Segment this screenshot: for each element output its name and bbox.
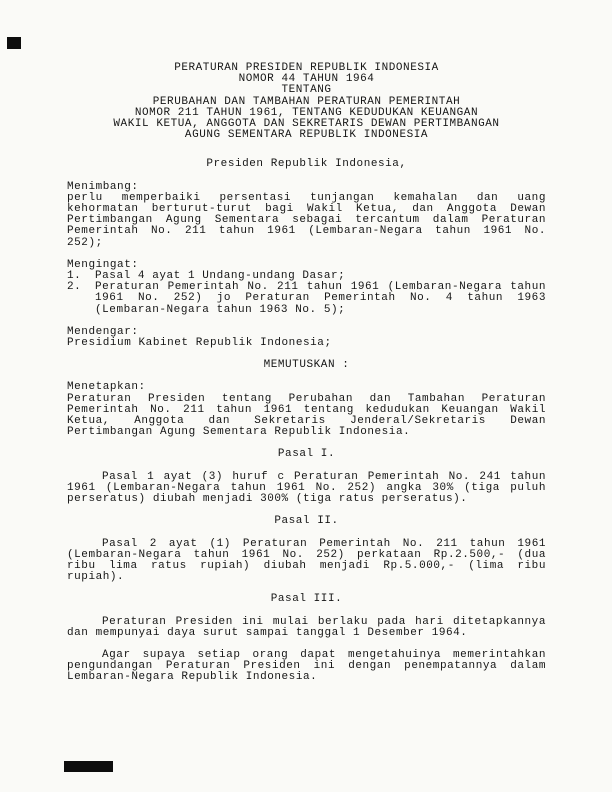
memutuskan-heading: MEMUTUSKAN : — [263, 359, 350, 372]
document-content — [67, 63, 546, 684]
pasal-2-heading: Pasal II. — [274, 515, 339, 528]
document-title-block — [67, 63, 546, 141]
pasal-3-heading: Pasal III. — [270, 593, 343, 606]
pasal-1-heading: Pasal I. — [277, 448, 336, 461]
menetapkan-label: Menetapkan: — [67, 381, 146, 394]
menimbang-body: perlu memperbaiki persentasi tunjangan kemahalan dan uang kehormatan berturut-turut bagi Wakil Ketua, dan Anggota Dewan Pertimbangan Agung Sementara sebagai tercantum dalam Peraturan Pemerintah No. 211 tahun 1961 (Lembaran-Negara tahun 1961 No. 252); — [67, 191, 546, 249]
mendengar-label: Mendengar: — [67, 325, 139, 338]
pasal-3-body: Peraturan Presiden ini mulai berlaku pada hari ditetapkannya dan mempunyai daya surut sampai tanggal 1 Desember 1964. — [67, 615, 546, 639]
title-line-2: NOMOR 44 TAHUN 1964 — [238, 73, 375, 86]
menetapkan-body: Peraturan Presiden tentang Perubahan dan Tambahan Peraturan Pemerintah No. 211 tahun 1961 tentang kedudukan Keuangan Wakil Ketua, Anggota dan Sekretaris Jenderal/Sekretaris Dewan Pertimbangan Agung Sementara Republik Indonesia. — [67, 392, 546, 439]
title-line-3: TENTANG — [281, 84, 332, 97]
pasal-2-body: Pasal 2 ayat (1) Peraturan Pemerintah No. 211 tahun 1961 (Lembaran-Negara tahun 1961 No. 252) perkataan Rp.2.500,- (dua ribu lima ratus rupiah) diubah menjadi Rp.5.000,- (lima ribu rupiah). — [67, 537, 546, 584]
scan-mark-bottom-left — [64, 761, 113, 772]
scan-mark-top-left — [7, 37, 21, 49]
mengingat-item-2 — [67, 282, 546, 316]
item-number: 2. — [67, 281, 82, 294]
menimbang-label: Menimbang: — [67, 180, 139, 193]
item-text: Peraturan Pemerintah No. 211 tahun 1961 (Lembaran-Negara tahun 1961 No. 252) jo Peraturan Pemerintah No. 4 tahun 1963 (Lembaran-Negara tahun 1963 No. 5); — [95, 281, 546, 316]
title-line-6: WAKIL KETUA, ANGGOTA DAN SEKRETARIS DEWAN PERTIMBANGAN — [113, 118, 500, 131]
title-line-1: PERATURAN PRESIDEN REPUBLIK INDONESIA — [174, 62, 439, 74]
mendengar-body: Presidium Kabinet Republik Indonesia; — [67, 337, 332, 350]
pasal-1-body: Pasal 1 ayat (3) huruf c Peraturan Pemerintah No. 241 tahun 1961 (Lembaran-Negara tahun 1961 No. 252) angka 30% (tiga puluh perseratus) diubah menjadi 300% (tiga ratus perseratus). — [67, 470, 546, 506]
salutation: Presiden Republik Indonesia, — [206, 158, 407, 171]
title-line-5: NOMOR 211 TAHUN 1961, TENTANG KEDUDUKAN KEUANGAN — [134, 106, 479, 119]
title-line-4: PERUBAHAN DAN TAMBAHAN PERATURAN PEMERINTAH — [152, 95, 461, 108]
closing-paragraph: Agar supaya setiap orang dapat mengetahuinya memerintahkan pengundangan Peraturan Presiden ini dengan penempatannya dalam Lembaran-Negara Republik Indonesia. — [67, 648, 546, 684]
mengingat-label: Mengingat: — [67, 258, 139, 271]
item-text: Pasal 4 ayat 1 Undang-undang Dasar; — [95, 270, 346, 283]
item-number: 1. — [67, 270, 82, 283]
title-line-7: AGUNG SEMENTARA REPUBLIK INDONESIA — [184, 129, 429, 142]
